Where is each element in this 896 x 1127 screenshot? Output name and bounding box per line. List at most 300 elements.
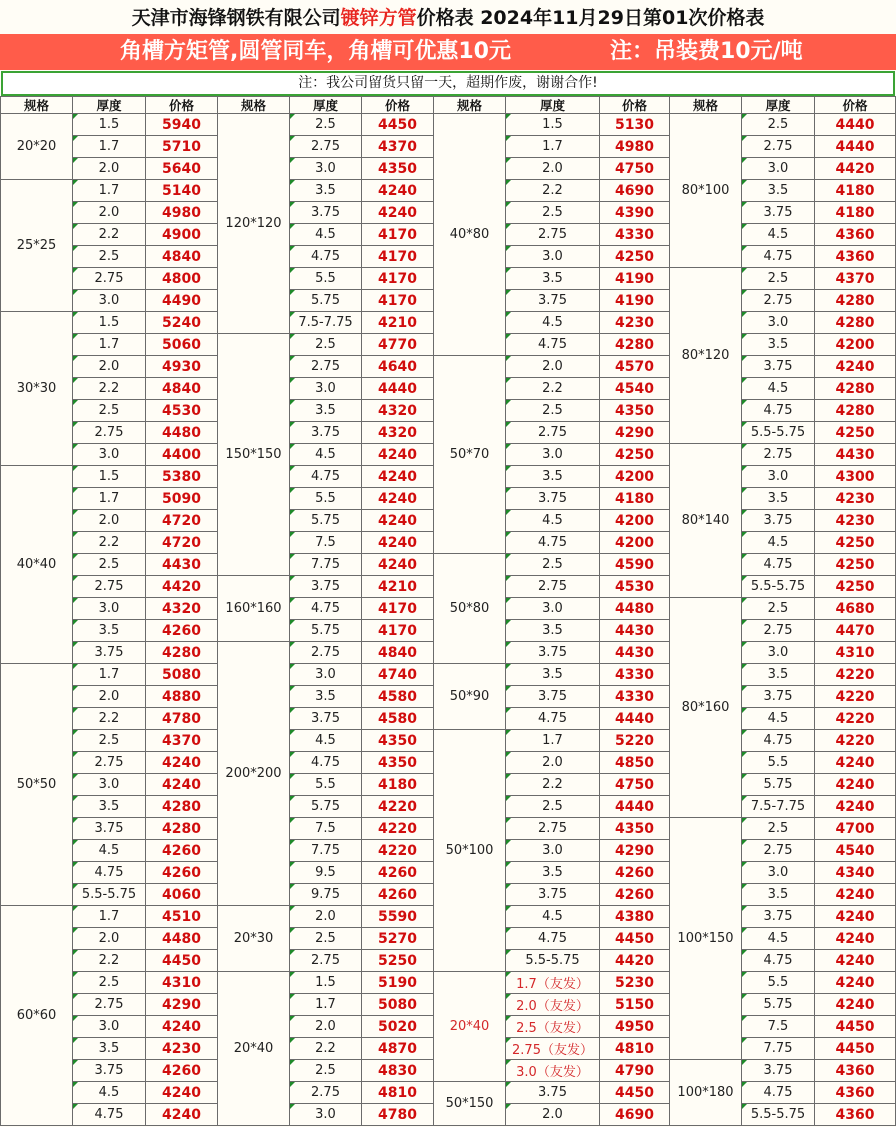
thickness-cell: 2.0 (506, 356, 600, 378)
price-cell: 4240 (362, 554, 434, 576)
thickness-cell: 3.0 (290, 378, 362, 400)
price-cell: 4240 (362, 532, 434, 554)
thickness-cell: 2.5 (73, 554, 146, 576)
thickness-cell: 3.0 (742, 642, 815, 664)
spec-cell: 100*180 (670, 1060, 742, 1126)
thickness-cell: 4.75 (290, 752, 362, 774)
thickness-cell: 2.5 (506, 554, 600, 576)
price-cell: 5080 (362, 994, 434, 1016)
price-cell: 4530 (146, 400, 218, 422)
thickness-cell: 2.75 (506, 422, 600, 444)
header-price: 价格 (815, 96, 896, 114)
header-price: 价格 (600, 96, 670, 114)
price-cell: 4250 (600, 444, 670, 466)
thickness-cell: 3.75 (506, 884, 600, 906)
price-cell: 4320 (362, 400, 434, 422)
thickness-cell: 3.75 (73, 642, 146, 664)
header-thickness: 厚度 (290, 96, 362, 114)
spec-cell: 50*80 (434, 554, 506, 664)
price-cell: 4720 (146, 510, 218, 532)
thickness-cell: 2.75 (73, 576, 146, 598)
thickness-cell: 2.0 (73, 928, 146, 950)
price-cell: 4430 (600, 642, 670, 664)
thickness-cell: 4.75 (290, 598, 362, 620)
promo-banner (0, 34, 896, 70)
thickness-cell: 2.0 (73, 158, 146, 180)
thickness-cell: 2.0 (73, 202, 146, 224)
thickness-cell: 2.0 (506, 158, 600, 180)
thickness-cell: 1.7 (290, 994, 362, 1016)
spec-cell: 80*140 (670, 444, 742, 598)
thickness-cell: 5.5 (290, 488, 362, 510)
thickness-cell: 3.75 (506, 488, 600, 510)
price-cell: 4440 (815, 136, 896, 158)
price-cell: 4240 (815, 884, 896, 906)
thickness-cell: 2.5 (290, 114, 362, 136)
thickness-cell: 2.75 (506, 224, 600, 246)
banner-promo-text: 角槽方矩管,圆管同车，角槽可优惠10元 (120, 39, 511, 64)
thickness-cell: 3.5 (506, 268, 600, 290)
price-cell: 4170 (362, 620, 434, 642)
price-cell: 4060 (146, 884, 218, 906)
spec-cell: 50*90 (434, 664, 506, 730)
price-cell: 4240 (362, 510, 434, 532)
price-cell: 4780 (146, 708, 218, 730)
price-cell: 4320 (146, 598, 218, 620)
thickness-cell: 3.0 (506, 598, 600, 620)
price-cell: 4840 (146, 378, 218, 400)
price-cell: 4240 (815, 972, 896, 994)
price-cell: 4840 (146, 246, 218, 268)
price-cell: 4750 (600, 774, 670, 796)
thickness-cell: 2.5 (506, 400, 600, 422)
price-cell: 4330 (600, 686, 670, 708)
thickness-cell: 7.75 (742, 1038, 815, 1060)
price-cell: 4450 (815, 1038, 896, 1060)
thickness-cell: 5.75 (742, 774, 815, 796)
price-cell: 4240 (146, 1082, 218, 1104)
banner-fee-text: 注：吊装费10元/吨 (610, 39, 803, 64)
price-cell: 4220 (362, 796, 434, 818)
price-cell: 4250 (815, 532, 896, 554)
spec-cell: 100*150 (670, 818, 742, 1060)
thickness-cell: 3.75 (506, 290, 600, 312)
thickness-cell: 5.5 (742, 972, 815, 994)
thickness-cell: 2.75 (73, 268, 146, 290)
price-cell: 4380 (600, 906, 670, 928)
thickness-cell: 2.5 (742, 818, 815, 840)
price-cell: 4250 (815, 576, 896, 598)
header-spec: 规格 (434, 96, 506, 114)
price-cell: 4280 (815, 312, 896, 334)
price-cell: 4330 (600, 664, 670, 686)
thickness-cell: 2.0（友发） (506, 994, 600, 1016)
thickness-cell: 2.75 (73, 994, 146, 1016)
spec-cell: 20*30 (218, 906, 290, 972)
price-cell: 4980 (146, 202, 218, 224)
thickness-cell: 2.2 (506, 378, 600, 400)
price-cell: 4240 (815, 950, 896, 972)
thickness-cell: 3.75 (73, 1060, 146, 1082)
thickness-cell: 4.75 (506, 532, 600, 554)
thickness-cell: 2.5 (742, 598, 815, 620)
price-cell: 4170 (362, 268, 434, 290)
price-cell: 4260 (600, 862, 670, 884)
price-cell: 4290 (146, 994, 218, 1016)
thickness-cell: 4.5 (742, 224, 815, 246)
header-thickness: 厚度 (742, 96, 815, 114)
price-cell: 4280 (146, 796, 218, 818)
price-cell: 4450 (600, 1082, 670, 1104)
price-cell: 4950 (600, 1016, 670, 1038)
price-cell: 4450 (600, 928, 670, 950)
price-cell: 4480 (146, 928, 218, 950)
price-cell: 4290 (600, 422, 670, 444)
price-cell: 4570 (600, 356, 670, 378)
price-cell: 5940 (146, 114, 218, 136)
spec-cell: 50*70 (434, 356, 506, 554)
price-cell: 4240 (362, 466, 434, 488)
thickness-cell: 4.75 (742, 246, 815, 268)
price-cell: 4510 (146, 906, 218, 928)
price-cell: 4490 (146, 290, 218, 312)
thickness-cell: 1.7（友发） (506, 972, 600, 994)
price-cell: 4980 (600, 136, 670, 158)
thickness-cell: 2.5 (506, 796, 600, 818)
price-cell: 4170 (362, 246, 434, 268)
thickness-cell: 2.75 (506, 576, 600, 598)
thickness-cell: 9.5 (290, 862, 362, 884)
price-cell: 5220 (600, 730, 670, 752)
thickness-cell: 3.5 (742, 884, 815, 906)
price-cell: 4640 (362, 356, 434, 378)
header-thickness: 厚度 (506, 96, 600, 114)
thickness-cell: 2.0 (73, 510, 146, 532)
thickness-cell: 5.5-5.75 (742, 422, 815, 444)
price-cell: 4440 (600, 708, 670, 730)
thickness-cell: 2.75 (290, 950, 362, 972)
thickness-cell: 1.5 (73, 114, 146, 136)
thickness-cell: 2.75 (742, 620, 815, 642)
thickness-cell: 4.5 (506, 312, 600, 334)
thickness-cell: 4.75 (290, 466, 362, 488)
price-cell: 4580 (362, 686, 434, 708)
thickness-cell: 2.2 (506, 774, 600, 796)
thickness-cell: 2.5 (73, 972, 146, 994)
price-cell: 5590 (362, 906, 434, 928)
price-cell: 5080 (146, 664, 218, 686)
thickness-cell: 3.0 (506, 444, 600, 466)
thickness-cell: 2.2 (73, 532, 146, 554)
price-cell: 4440 (362, 378, 434, 400)
thickness-cell: 4.5 (506, 906, 600, 928)
thickness-cell: 3.0 (742, 312, 815, 334)
spec-cell: 50*50 (0, 664, 73, 906)
price-cell: 4280 (815, 290, 896, 312)
price-cell: 4220 (815, 730, 896, 752)
price-cell: 4240 (815, 928, 896, 950)
price-cell: 4240 (815, 356, 896, 378)
price-cell: 4900 (146, 224, 218, 246)
price-cell: 5020 (362, 1016, 434, 1038)
spec-cell: 150*150 (218, 334, 290, 576)
price-cell: 4180 (362, 774, 434, 796)
price-cell: 4220 (815, 686, 896, 708)
thickness-cell: 2.0 (73, 356, 146, 378)
thickness-cell: 4.5 (73, 1082, 146, 1104)
header-price: 价格 (146, 96, 218, 114)
thickness-cell: 3.0（友发） (506, 1060, 600, 1082)
thickness-cell: 7.75 (290, 554, 362, 576)
thickness-cell: 4.5 (742, 928, 815, 950)
price-cell: 4420 (146, 576, 218, 598)
thickness-cell: 5.75 (290, 796, 362, 818)
price-cell: 4780 (362, 1104, 434, 1126)
spec-cell: 50*100 (434, 730, 506, 972)
price-cell: 4840 (362, 642, 434, 664)
page-title: 天津市海锋钢铁有限公司镀锌方管价格表 2024年11月29日第01次价格表 (0, 0, 896, 34)
thickness-cell: 4.5 (290, 224, 362, 246)
price-cell: 4430 (146, 554, 218, 576)
spec-cell: 200*200 (218, 642, 290, 906)
price-cell: 5250 (362, 950, 434, 972)
price-cell: 4290 (600, 840, 670, 862)
thickness-cell: 4.75 (742, 950, 815, 972)
thickness-cell: 4.75 (73, 862, 146, 884)
price-cell: 4370 (815, 268, 896, 290)
thickness-cell: 2.75 (290, 642, 362, 664)
price-cell: 4280 (600, 334, 670, 356)
thickness-cell: 3.0 (742, 466, 815, 488)
price-cell: 4200 (600, 466, 670, 488)
price-cell: 4420 (815, 158, 896, 180)
price-cell: 4700 (815, 818, 896, 840)
price-cell: 4480 (146, 422, 218, 444)
price-cell: 4260 (600, 884, 670, 906)
price-cell: 4260 (362, 862, 434, 884)
price-cell: 4540 (815, 840, 896, 862)
spec-cell: 60*60 (0, 906, 73, 1126)
thickness-cell: 4.5 (506, 510, 600, 532)
price-cell: 5150 (600, 994, 670, 1016)
price-cell: 5060 (146, 334, 218, 356)
price-cell: 4240 (362, 180, 434, 202)
price-cell: 4240 (146, 1016, 218, 1038)
thickness-cell: 2.2 (290, 1038, 362, 1060)
thickness-cell: 1.7 (73, 136, 146, 158)
thickness-cell: 3.0 (742, 862, 815, 884)
thickness-cell: 2.0 (73, 686, 146, 708)
price-cell: 4210 (362, 576, 434, 598)
price-cell: 4220 (815, 664, 896, 686)
thickness-cell: 4.75 (73, 1104, 146, 1126)
thickness-cell: 3.0 (290, 1104, 362, 1126)
thickness-cell: 1.5 (73, 312, 146, 334)
price-cell: 4280 (146, 818, 218, 840)
thickness-cell: 2.5 (290, 1060, 362, 1082)
price-cell: 4260 (362, 884, 434, 906)
price-cell: 4530 (600, 576, 670, 598)
header-price: 价格 (362, 96, 434, 114)
thickness-cell: 3.75 (742, 510, 815, 532)
price-cell: 4430 (600, 620, 670, 642)
thickness-cell: 2.5 (742, 268, 815, 290)
price-cell: 5710 (146, 136, 218, 158)
thickness-cell: 3.75 (290, 708, 362, 730)
thickness-cell: 1.7 (73, 906, 146, 928)
price-cell: 4250 (815, 422, 896, 444)
price-cell: 4190 (600, 268, 670, 290)
thickness-cell: 2.5 (73, 246, 146, 268)
price-cell: 4280 (146, 642, 218, 664)
thickness-cell: 2.5 (506, 202, 600, 224)
price-cell: 4830 (362, 1060, 434, 1082)
price-cell: 4580 (362, 708, 434, 730)
spec-cell: 40*80 (434, 114, 506, 356)
price-cell: 4340 (815, 862, 896, 884)
thickness-cell: 2.75 (73, 422, 146, 444)
thickness-cell: 3.75 (742, 906, 815, 928)
spec-cell: 50*150 (434, 1082, 506, 1126)
thickness-cell: 2.0 (290, 1016, 362, 1038)
thickness-cell: 4.75 (742, 730, 815, 752)
thickness-cell: 3.0 (73, 598, 146, 620)
spec-cell: 80*120 (670, 268, 742, 444)
price-cell: 5240 (146, 312, 218, 334)
thickness-cell: 9.75 (290, 884, 362, 906)
thickness-cell: 5.75 (290, 620, 362, 642)
thickness-cell: 3.5 (73, 620, 146, 642)
thickness-cell: 2.2 (73, 950, 146, 972)
thickness-cell: 2.5 (73, 730, 146, 752)
thickness-cell: 2.75 (73, 752, 146, 774)
price-cell: 4240 (815, 752, 896, 774)
thickness-cell: 4.5 (742, 378, 815, 400)
price-cell: 5090 (146, 488, 218, 510)
thickness-cell: 2.2 (73, 708, 146, 730)
header-spec: 规格 (670, 96, 742, 114)
price-cell: 5380 (146, 466, 218, 488)
price-cell: 4870 (362, 1038, 434, 1060)
thickness-cell: 2.75 (742, 444, 815, 466)
price-cell: 4440 (600, 796, 670, 818)
price-cell: 4690 (600, 1104, 670, 1126)
thickness-cell: 3.5 (742, 488, 815, 510)
price-cell: 4440 (815, 114, 896, 136)
price-cell: 5140 (146, 180, 218, 202)
thickness-cell: 4.5 (290, 730, 362, 752)
thickness-cell: 1.5 (290, 972, 362, 994)
thickness-cell: 3.75 (506, 642, 600, 664)
thickness-cell: 1.5 (506, 114, 600, 136)
price-cell: 4540 (600, 378, 670, 400)
thickness-cell: 1.7 (73, 488, 146, 510)
price-cell: 4360 (815, 224, 896, 246)
price-cell: 5270 (362, 928, 434, 950)
thickness-cell: 2.2 (506, 180, 600, 202)
thickness-cell: 3.5 (742, 334, 815, 356)
price-cell: 4450 (146, 950, 218, 972)
thickness-cell: 7.5-7.75 (290, 312, 362, 334)
thickness-cell: 3.5 (506, 664, 600, 686)
thickness-cell: 4.5 (73, 840, 146, 862)
thickness-cell: 1.5 (73, 466, 146, 488)
price-cell: 4220 (362, 840, 434, 862)
price-cell: 4680 (815, 598, 896, 620)
thickness-cell: 2.2 (73, 224, 146, 246)
thickness-cell: 5.5-5.75 (742, 576, 815, 598)
thickness-cell: 3.5 (290, 180, 362, 202)
price-cell: 4220 (815, 708, 896, 730)
thickness-cell: 2.75 (290, 136, 362, 158)
thickness-cell: 1.7 (73, 664, 146, 686)
thickness-cell: 3.0 (506, 840, 600, 862)
spec-cell: 30*30 (0, 312, 73, 466)
price-cell: 4170 (362, 290, 434, 312)
price-cell: 4360 (815, 1104, 896, 1126)
thickness-cell: 3.75 (742, 356, 815, 378)
price-cell: 4390 (600, 202, 670, 224)
price-cell: 4360 (815, 246, 896, 268)
thickness-cell: 2.2 (73, 378, 146, 400)
price-cell: 4880 (146, 686, 218, 708)
price-cell: 4240 (146, 752, 218, 774)
thickness-cell: 7.5 (290, 818, 362, 840)
price-cell: 4850 (600, 752, 670, 774)
price-cell: 4200 (815, 334, 896, 356)
price-cell: 4260 (146, 862, 218, 884)
thickness-cell: 3.0 (290, 158, 362, 180)
price-cell: 4690 (600, 180, 670, 202)
price-cell: 4220 (362, 818, 434, 840)
thickness-cell: 2.75 (742, 840, 815, 862)
price-cell: 4370 (362, 136, 434, 158)
spec-cell: 160*160 (218, 576, 290, 642)
price-cell: 4590 (600, 554, 670, 576)
thickness-cell: 1.7 (506, 730, 600, 752)
price-cell: 5190 (362, 972, 434, 994)
price-cell: 4430 (815, 444, 896, 466)
thickness-cell: 4.5 (290, 444, 362, 466)
thickness-cell: 2.5（友发） (506, 1016, 600, 1038)
notice-bar: 注：我公司留货只留一天，超期作废，谢谢合作! (1, 71, 895, 96)
price-cell: 4740 (362, 664, 434, 686)
price-cell: 4350 (600, 818, 670, 840)
price-cell: 4770 (362, 334, 434, 356)
price-cell: 4260 (146, 1060, 218, 1082)
thickness-cell: 3.5 (290, 686, 362, 708)
price-cell: 4360 (815, 1060, 896, 1082)
thickness-cell: 3.75 (290, 576, 362, 598)
price-cell: 4310 (815, 642, 896, 664)
thickness-cell: 3.75 (73, 818, 146, 840)
price-cell: 4330 (600, 224, 670, 246)
price-cell: 4300 (815, 466, 896, 488)
header-spec: 规格 (0, 96, 73, 114)
price-cell: 4480 (600, 598, 670, 620)
price-cell: 4240 (815, 796, 896, 818)
thickness-cell: 4.75 (506, 928, 600, 950)
price-cell: 5640 (146, 158, 218, 180)
thickness-cell: 4.5 (742, 532, 815, 554)
thickness-cell: 3.0 (742, 158, 815, 180)
thickness-cell: 3.0 (73, 774, 146, 796)
price-cell: 4720 (146, 532, 218, 554)
thickness-cell: 5.5-5.75 (73, 884, 146, 906)
price-cell: 4250 (815, 554, 896, 576)
thickness-cell: 3.0 (73, 1016, 146, 1038)
spec-cell: 25*25 (0, 180, 73, 312)
